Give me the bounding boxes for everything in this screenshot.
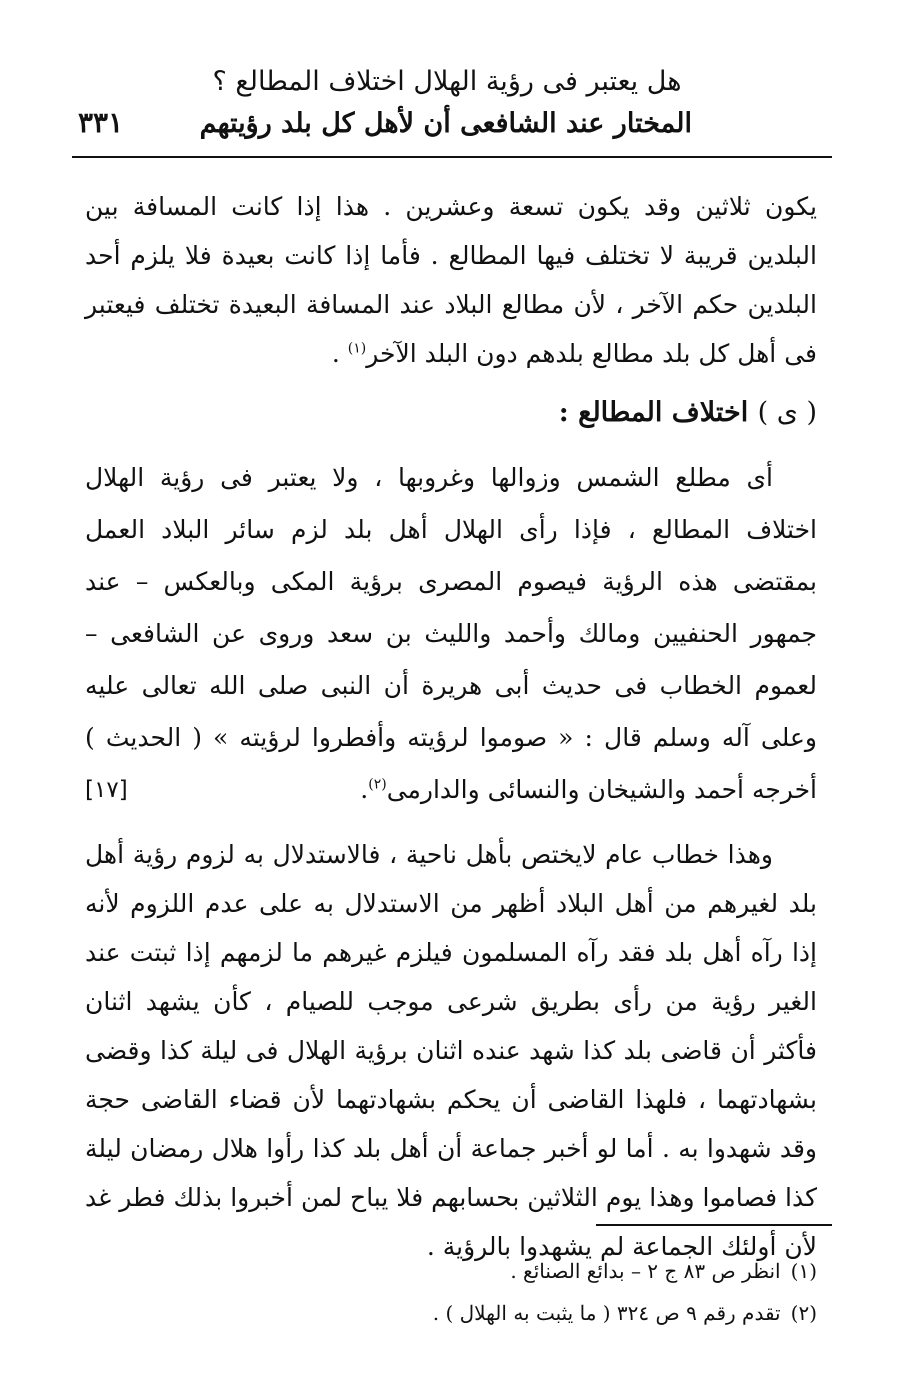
header-title-line-1: هل يعتبر فى رؤية الهلال اختلاف المطالع ؟ bbox=[212, 66, 682, 97]
paragraph-3-text: وهذا خطاب عام لايختص بأهل ناحية ، فالاستدلال به لزوم رؤية أهل بلد لغيرهم من أهل البلاد أظهر من الاستدلال به على عدم اللزوم لأنه إذا رآه أهل بلد فقد رآه المسلمون فيلزم غيرهم ما لزمهم إذا ثبتت عند الغير رؤية من رأى بطريق شرعى موجب للصيام ، كأن يشهد اثنان فأكثر أن قاضى بلد كذا شهد عنده اثنان برؤية الهلال فى ليلة كذا وقضى بشهادتهما ، فلهذا القاضى أن يحكم بشهادتهما لأن قضاء القاضى حجة وقد شهدوا به . أما لو أخبر جماعة أن أهل بلد كذا رأوا هلال رمضان ليلة كذا فصاموا وهذا يوم الثلاثين بحسابهم فلا يباح لمن أخبروا بذلك فطر غد لأن أولئك الجماعة لم يشهدوا بالرؤية . bbox=[85, 840, 817, 1261]
footnote-2-text: تقدم رقم ٩ ص ٣٢٤ ( ما يثبت به الهلال ) . bbox=[432, 1301, 781, 1325]
footnotes bbox=[85, 1250, 817, 1334]
paragraph-2-end: . bbox=[360, 775, 369, 804]
section-letter: ( ى ) bbox=[757, 397, 817, 428]
hadith-number: [١٧] bbox=[85, 777, 128, 803]
footnote-divider bbox=[596, 1224, 832, 1226]
paragraph-2 bbox=[85, 452, 817, 816]
header-title-line-2: المختار عند الشافعى أن لأهل كل بلد رؤيتهم bbox=[199, 108, 692, 139]
footnote-ref-1: (١) bbox=[347, 340, 367, 357]
paragraph-1-end: . bbox=[331, 339, 348, 368]
paragraph-1 bbox=[85, 182, 817, 378]
section-heading bbox=[85, 390, 817, 436]
running-header bbox=[72, 58, 832, 158]
footnote-2-number: (٢) bbox=[790, 1301, 817, 1325]
paragraph-1-text: يكون ثلاثين وقد يكون تسعة وعشرين . هذا إذا كانت المسافة بين البلدين قريبة لا تختلف فيها المطالع . فأما إذا كانت بعيدة فلا يلزم أحد البلدين حكم الآخر ، لأن مطالع البلاد عند المسافة البعيدة تختلف فيعتبر فى أهل كل بلد مطالع بلدهم دون البلد الآخر bbox=[85, 192, 817, 368]
footnote-ref-2: (٢) bbox=[368, 776, 387, 793]
page-number: ٣٣١ bbox=[78, 106, 124, 139]
paragraph-2-text: أى مطلع الشمس وزوالها وغروبها ، ولا يعتبر فى رؤية الهلال اختلاف المطالع ، فإذا رأى الهلال أهل بلد لزم سائر البلاد العمل بمقتضى هذه الرؤية فيصوم المصرى برؤية المكى وبالعكس – عند جمهور الحنفيين ومالك وأحمد والليث بن سعد وروى عن الشافعى – لعموم الخطاب فى حديث أبى هريرة أن النبى صلى الله تعالى عليه وعلى آله وسلم قال : « صوموا لرؤيته وأفطروا لرؤيته » ( الحديث ) أخرجه أحمد والشيخان والنسائى والدارمى bbox=[85, 463, 817, 804]
paragraph-3 bbox=[85, 830, 817, 1271]
footnote-2 bbox=[85, 1292, 817, 1334]
footnote-1 bbox=[85, 1250, 817, 1292]
footnote-1-number: (١) bbox=[790, 1259, 817, 1283]
footnote-1-text: انظر ص ٨٣ ج ٢ – بدائع الصنائع . bbox=[510, 1259, 781, 1283]
section-title: اختلاف المطالع : bbox=[558, 397, 749, 428]
header-divider bbox=[72, 156, 832, 158]
